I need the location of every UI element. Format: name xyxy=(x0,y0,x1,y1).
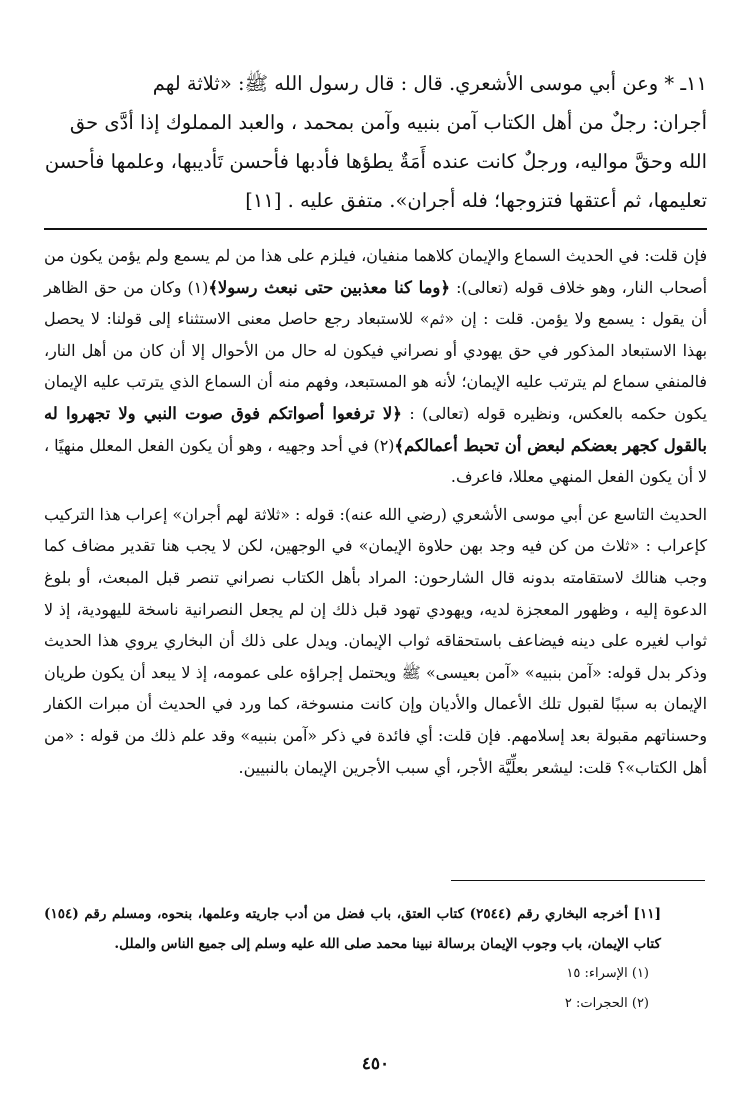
commentary-text-run: فإن قلت: في الحديث السماع والإيمان كلاهما منفيان، فيلزم على هذا من لم يسمع ولم يؤمن يكون من أصحاب النار، وهو خلاف قوله (تعالى): xyxy=(44,246,707,297)
commentary-text-run: (١) وكان من حق الظاهر أن يقول : يسمع ولا يؤمن. قلت : إن «ثم» للاستبعاد رجع حاصل معنى الاستثناء إلى قولنا: لا يحصل بهذا الاستبعاد المذكور في حق يهودي أو نصراني فيكون له حال من الأحوال إلا أن كان من أهل النار، فالمنفي سماع لم يترتب عليه الإيمان؛ لأنه هو المستبعد، وفهم منه أن السماع الذي يترتب عليه الإيمان يكون حكمه بالعكس، ونظيره قوله (تعالى) : xyxy=(44,277,707,423)
hadith-line: تعليمها، ثم أعتقها فتزوجها؛ فله أجران». متفق عليه . [١١] xyxy=(245,189,707,212)
footnote-2: (٢) الحجرات: ٢ xyxy=(564,996,649,1011)
hadith-text xyxy=(44,64,707,220)
commentary-text-run: (٢) في أحد وجهيه ، وهو أن يكون الفعل المعلل منهيًا ، لا أن يكون الفعل المنهي معللا، فاعرف. xyxy=(44,435,707,487)
hadith-line: أجران: رجلٌ من أهل الكتاب آمن بنبيه وآمن بمحمد ، والعبد المملوك إذا أدَّى حق xyxy=(69,111,707,134)
commentary-paragraph xyxy=(44,240,707,493)
hadith-line: ١١ـ * وعن أبي موسى الأشعري. قال : قال رسول الله ﷺ: «ثلاثة لهم xyxy=(152,72,707,95)
commentary-text xyxy=(44,240,707,789)
commentary-paragraph: الحديث التاسع عن أبي موسى الأشعري (رضي الله عنه): قوله : «ثلاثة لهم أجران» إعراب هذا التركيب كإعراب : «ثلاث من كن فيه وجد بهن حلاوة الإيمان» في الوجهين، لكن لا يجب هنا تقدير مضاف كما وجب هنالك لاستقامته بدونه قال الشارحون: المراد بأهل الكتاب نصراني تنصر قبل المبعث، أو بلوغ الدعوة إليه ، وظهور المعجزة لديه، ويهودي تهود قبل ذلك إن لم يجعل النصرانية ناسخة لليهودية، إذ لا ثواب لغيره على دينه فيضاعف باستحقاقه ثواب الإيمان. ويدل على ذلك أن البخاري يروي هذا الحديث وذكر بدل قوله: «آمن بنبيه» «آمن بعيسى» ﷺ ويحتمل إجراؤه على عمومه، إذ لا يبعد أن يكون طريان الإيمان به سببًا لقبول تلك الأعمال والأديان وإن كانت منسوخة، كما ورد في الحديث أن مبرات الكفار وحسناتهم مقبولة بعد إسلامهم. فإن قلت: أي فائدة في ذكر «آمن بنبيه» وقد علم ذلك من قوله : «من أهل الكتاب»؟ قلت: ليشعر بعلِّيَّة الأجر، أي سبب الأجرين الإيمان بالنبيين. xyxy=(44,504,708,777)
section-divider xyxy=(44,228,707,230)
quran-verse: ﴿وما كنا معذبين حتى نبعث رسولا﴾ xyxy=(208,277,450,297)
page-number: ٤٥٠ xyxy=(361,1054,390,1074)
footnote-reference: [١١] أخرجه البخاري رقم (٢٥٤٤) كتاب العتق، باب فضل من أدب جاريته وعلمها، بنحوه، ومسلم رقم (١٥٤) كتاب الإيمان، باب وجوب الإيمان برسالة نبينا محمد صلى الله عليه وسلم إلى جميع الناس والملل. xyxy=(44,906,661,952)
quran-verse: ﴿لا ترفعوا أصواتكم فوق صوت النبي ولا تجهروا له بالقول كجهر بعضكم لبعض أن تحبط أعمالكم﴾ xyxy=(44,403,707,455)
footnotes xyxy=(44,899,661,1019)
hadith-line: الله وحقَّ مواليه، ورجلٌ كانت عنده أَمَةٌ يطؤها فأدبها فأحسن تَأديبها، وعلمها فأحسن xyxy=(44,150,707,173)
footnote-1: (١) الإسراء: ١٥ xyxy=(566,966,649,981)
